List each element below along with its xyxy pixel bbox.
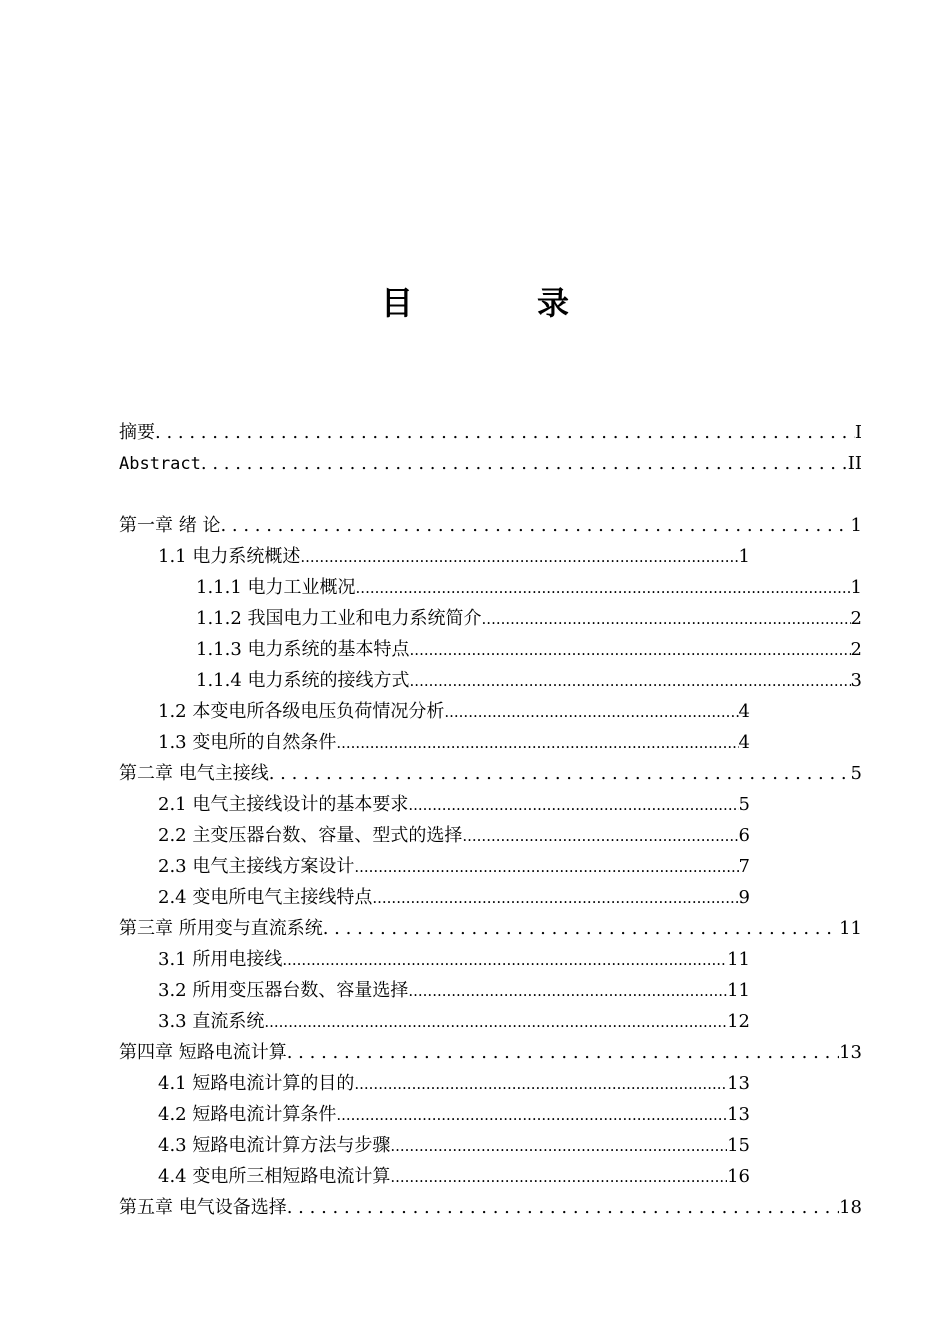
- toc-entry[interactable]: [158, 730, 750, 756]
- toc-entry[interactable]: [119, 916, 862, 942]
- toc-entry-page-number: 18: [839, 1197, 862, 1218]
- toc-leader-dots: [408, 792, 738, 818]
- toc-entry[interactable]: [119, 1195, 862, 1221]
- toc-entry-label: 1.2 本变电所各级电压负荷情况分析: [158, 701, 445, 722]
- toc-entry-label: 第三章 所用变与直流系统: [119, 918, 323, 939]
- toc-leader-dots: [300, 544, 738, 570]
- toc-entry-label: 2.3 电气主接线方案设计: [158, 856, 355, 877]
- toc-entry-page-number: 4: [738, 732, 750, 753]
- toc-entry[interactable]: [158, 1102, 750, 1128]
- toc-leader-dots: [269, 761, 851, 787]
- toc-entry-label: 2.1 电气主接线设计的基本要求: [158, 794, 409, 815]
- toc-leader-dots: [220, 513, 850, 539]
- toc-entry[interactable]: [119, 761, 862, 787]
- toc-entry-page-number: 7: [738, 856, 750, 877]
- toc-leader-dots: [444, 699, 738, 725]
- toc-entry-label: 1.1.2 我国电力工业和电力系统简介: [196, 608, 482, 629]
- toc-entry-label: 第四章 短路电流计算: [119, 1042, 287, 1063]
- toc-entry-page-number: 4: [738, 701, 750, 722]
- toc-entry[interactable]: [158, 947, 750, 973]
- toc-entry-label: 3.3 直流系统: [158, 1011, 265, 1032]
- toc-entry[interactable]: [196, 606, 862, 632]
- toc-entry-label: 1.1.4 电力系统的接线方式: [196, 670, 410, 691]
- toc-entry-page-number: 9: [738, 887, 750, 908]
- toc-leader-dots: [410, 668, 851, 694]
- toc-entry-label: 第二章 电气主接线: [119, 763, 269, 784]
- toc-entry-page-number: 11: [727, 949, 750, 970]
- toc-entry-page-number: 11: [727, 980, 750, 1001]
- toc-entry[interactable]: [158, 544, 750, 570]
- toc-leader-dots: [356, 575, 851, 601]
- toc-entry-page-number: 1: [850, 577, 862, 598]
- toc-entry-page-number: 1: [738, 546, 750, 567]
- toc-entry-page-number: 2: [850, 608, 862, 629]
- toc-entry-page-number: 6: [738, 825, 750, 846]
- toc-entry-page-number: II: [847, 453, 862, 474]
- toc-entry-label: 3.2 所用变压器台数、容量选择: [158, 980, 409, 1001]
- toc-leader-dots: [336, 730, 738, 756]
- toc-entry-label: 4.1 短路电流计算的目的: [158, 1073, 355, 1094]
- toc-entry[interactable]: [158, 1009, 750, 1035]
- toc-leader-dots: [372, 885, 738, 911]
- toc-entry-page-number: 16: [727, 1166, 750, 1187]
- toc-entry-page-number: 15: [727, 1135, 750, 1156]
- toc-entry-label: 第一章 绪 论: [119, 515, 221, 536]
- toc-entry[interactable]: [158, 792, 750, 818]
- toc-entry-label: 摘要: [119, 422, 155, 443]
- toc-leader-dots: [354, 1071, 727, 1097]
- toc-entry[interactable]: [158, 1133, 750, 1159]
- toc-entry[interactable]: [119, 513, 862, 539]
- toc-entry-label: Abstract: [119, 454, 201, 474]
- toc-entry[interactable]: [158, 854, 750, 880]
- toc-leader-dots: [287, 1040, 839, 1066]
- toc-entry[interactable]: [158, 885, 750, 911]
- toc-entry[interactable]: [158, 1071, 750, 1097]
- toc-entry[interactable]: [158, 1164, 750, 1190]
- toc-entry-page-number: 13: [727, 1104, 750, 1125]
- toc-entry-page-number: 13: [839, 1042, 862, 1063]
- toc-entry[interactable]: [119, 420, 862, 446]
- toc-entry[interactable]: [196, 668, 862, 694]
- toc-entry-page-number: 1: [850, 515, 862, 536]
- toc-entry-label: 2.2 主变压器台数、容量、型式的选择: [158, 825, 463, 846]
- toc-entry-label: 第五章 电气设备选择: [119, 1197, 287, 1218]
- toc-leader-dots: [390, 1164, 727, 1190]
- toc-entry-label: 4.3 短路电流计算方法与步骤: [158, 1135, 391, 1156]
- toc-leader-dots: [282, 947, 727, 973]
- toc-entry-page-number: 11: [839, 918, 862, 939]
- toc-entry-page-number: 5: [738, 794, 750, 815]
- toc-entry[interactable]: [196, 637, 862, 663]
- toc-leader-dots: [462, 823, 738, 849]
- toc-entry-label: 3.1 所用电接线: [158, 949, 283, 970]
- toc-leader-dots: [287, 1195, 839, 1221]
- toc-entry[interactable]: [119, 1040, 862, 1066]
- toc-entry[interactable]: [196, 575, 862, 601]
- toc-leader-dots: [264, 1009, 727, 1035]
- toc-leader-dots: [408, 978, 727, 1004]
- toc-leader-dots: [410, 637, 851, 663]
- toc-leader-dots: [336, 1102, 727, 1128]
- toc-leader-dots: [155, 420, 855, 446]
- toc-entry-page-number: 3: [850, 670, 862, 691]
- toc-entry-label: 4.2 短路电流计算条件: [158, 1104, 337, 1125]
- toc-entry-page-number: I: [854, 422, 862, 443]
- page-title: 目 录: [380, 284, 615, 322]
- toc-entry-label: 4.4 变电所三相短路电流计算: [158, 1166, 391, 1187]
- toc-entry-label: 1.3 变电所的自然条件: [158, 732, 337, 753]
- toc-entry-page-number: 13: [727, 1073, 750, 1094]
- toc-entry-label: 1.1.3 电力系统的基本特点: [196, 639, 410, 660]
- toc-entry[interactable]: [158, 978, 750, 1004]
- toc-entry[interactable]: [158, 699, 750, 725]
- toc-leader-dots: [323, 916, 839, 942]
- toc-leader-dots: [390, 1133, 727, 1159]
- toc-entry[interactable]: [119, 451, 862, 477]
- toc-leader-dots: [482, 606, 851, 632]
- toc-entry-page-number: 12: [727, 1011, 750, 1032]
- toc-leader-dots: [354, 854, 738, 880]
- toc-entry[interactable]: [158, 823, 750, 849]
- toc-leader-dots: [201, 451, 848, 477]
- toc-entry-page-number: 5: [850, 763, 862, 784]
- toc-entry-label: 1.1 电力系统概述: [158, 546, 301, 567]
- toc-entry-label: 2.4 变电所电气主接线特点: [158, 887, 373, 908]
- toc-entry-label: 1.1.1 电力工业概况: [196, 577, 356, 598]
- toc-entry-page-number: 2: [850, 639, 862, 660]
